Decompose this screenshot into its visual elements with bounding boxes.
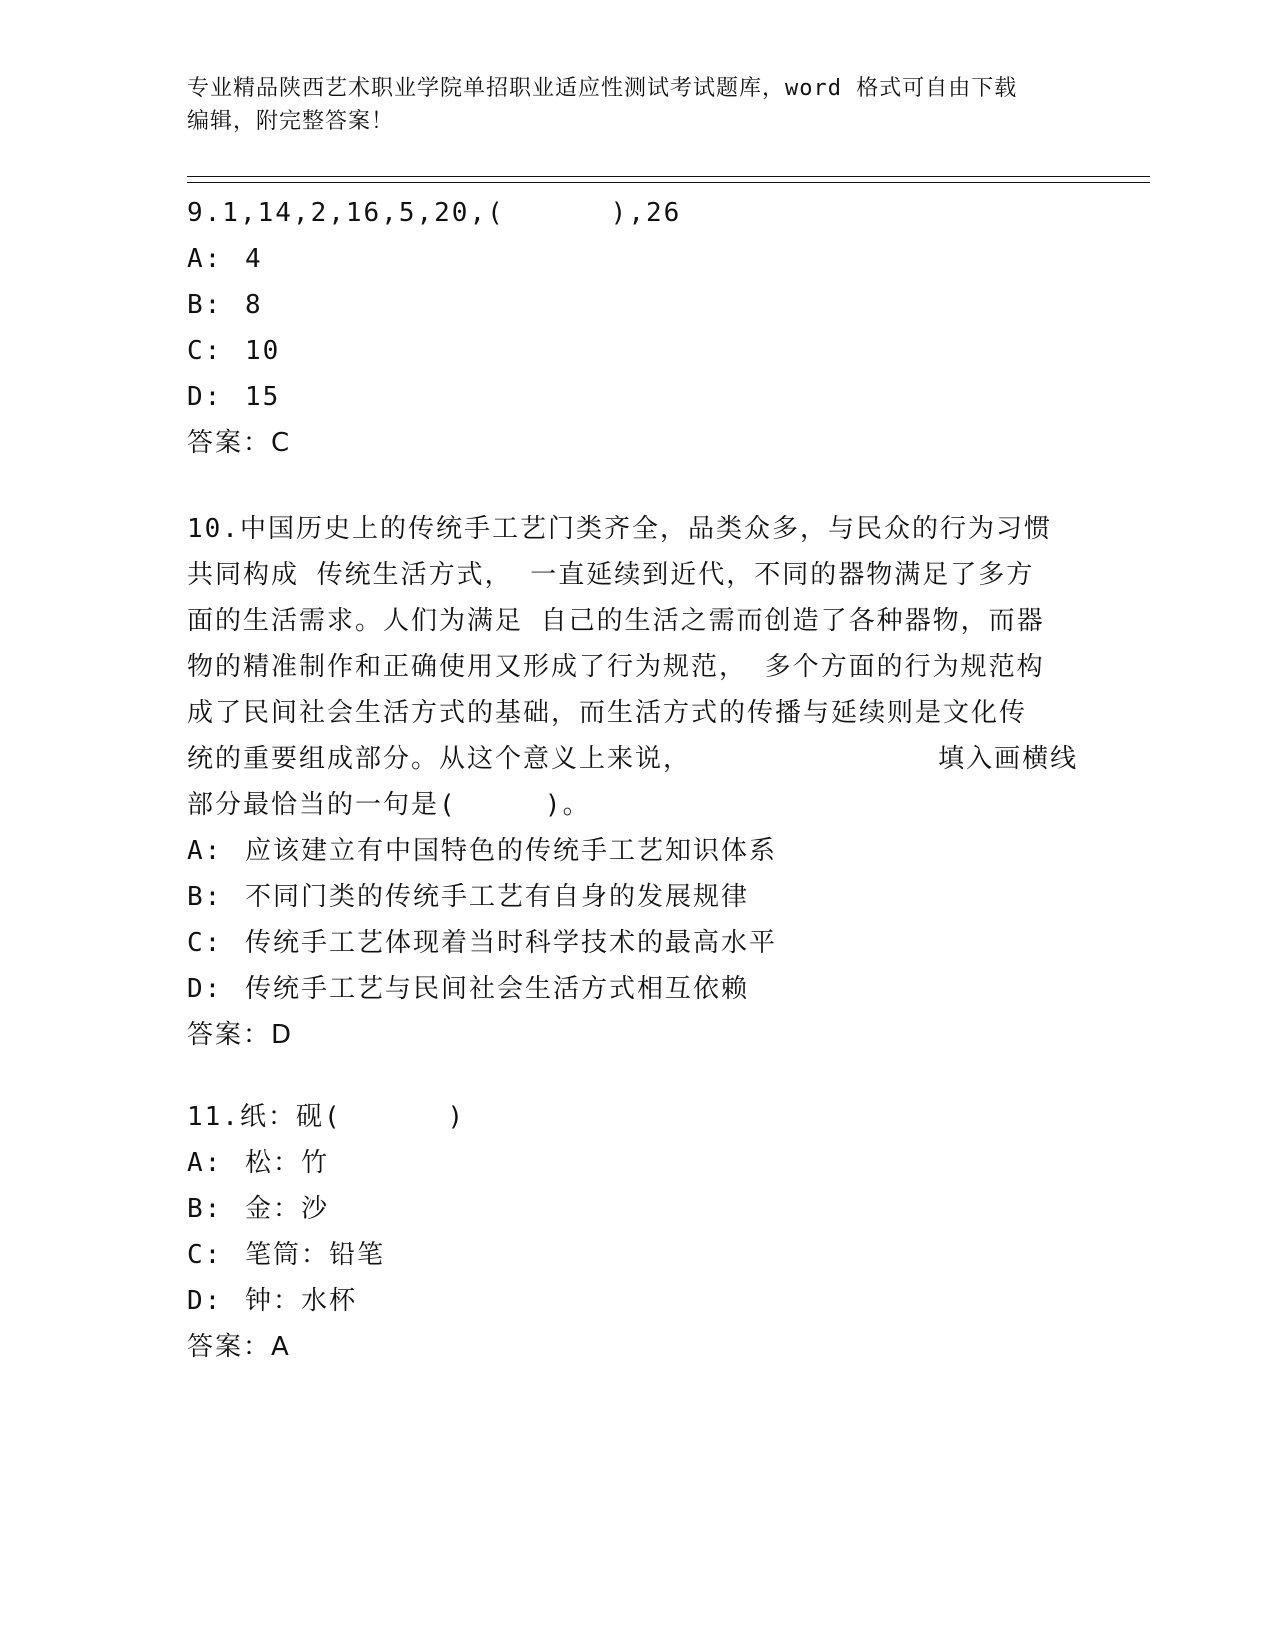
option-text: 10 bbox=[245, 336, 281, 366]
document-header bbox=[187, 72, 1077, 138]
question-11 bbox=[187, 1094, 1087, 1370]
header-divider-top bbox=[187, 176, 1150, 177]
question-stem-line: 统的重要组成部分。从这个意义上来说， 填入画横线 bbox=[187, 744, 1079, 774]
option-key: B: bbox=[187, 882, 223, 912]
question-9 bbox=[187, 190, 1087, 466]
option-a bbox=[187, 236, 1087, 282]
option-b bbox=[187, 282, 1087, 328]
option-b bbox=[187, 1186, 1087, 1232]
question-stem-line: 10.中国历史上的传统手工艺门类齐全，品类众多，与民众的行为习惯 bbox=[187, 514, 1052, 544]
option-d bbox=[187, 374, 1087, 420]
question-stem-line: 共同构成 传统生活方式， 一直延续到近代，不同的器物满足了多方 bbox=[187, 560, 1035, 590]
option-a bbox=[187, 1140, 1087, 1186]
option-a bbox=[187, 828, 1087, 874]
option-key: A: bbox=[187, 836, 223, 866]
question-stem-line: 部分最恰当的一句是( )。 bbox=[187, 790, 591, 820]
header-line-1: 专业精品陕西艺术职业学院单招职业适应性测试考试题库，word 格式可自由下载 bbox=[187, 76, 1018, 101]
question-stem-line: 面的生活需求。人们为满足 自己的生活之需而创造了各种器物，而器 bbox=[187, 606, 1045, 636]
question-stem-line: 成了民间社会生活方式的基础，而生活方式的传播与延续则是文化传 bbox=[187, 698, 1028, 728]
option-d bbox=[187, 1278, 1087, 1324]
option-key: A: bbox=[187, 244, 223, 274]
answer: 答案：A bbox=[187, 1332, 291, 1362]
question-10 bbox=[187, 506, 1087, 1058]
option-d bbox=[187, 966, 1087, 1012]
option-key: C: bbox=[187, 336, 223, 366]
option-key: C: bbox=[187, 1240, 223, 1270]
option-key: A: bbox=[187, 1148, 223, 1178]
question-stem-line: 物的精准制作和正确使用又形成了行为规范， 多个方面的行为规范构 bbox=[187, 652, 1045, 682]
option-text: 15 bbox=[245, 382, 281, 412]
option-text: 应该建立有中国特色的传统手工艺知识体系 bbox=[245, 836, 778, 866]
option-c bbox=[187, 328, 1087, 374]
option-text: 8 bbox=[245, 290, 263, 320]
answer: 答案：C bbox=[187, 428, 292, 458]
answer: 答案：D bbox=[187, 1020, 294, 1050]
option-text: 笔筒：铅笔 bbox=[245, 1240, 386, 1270]
option-text: 传统手工艺体现着当时科学技术的最高水平 bbox=[245, 928, 778, 958]
header-divider-bottom bbox=[187, 182, 1150, 183]
option-text: 不同门类的传统手工艺有自身的发展规律 bbox=[245, 882, 750, 912]
option-b bbox=[187, 874, 1087, 920]
option-key: D: bbox=[187, 382, 223, 412]
option-text: 金：沙 bbox=[245, 1194, 330, 1224]
header-line-2: 编辑，附完整答案！ bbox=[187, 109, 395, 134]
option-text: 4 bbox=[245, 244, 263, 274]
option-key: C: bbox=[187, 928, 223, 958]
option-key: D: bbox=[187, 974, 223, 1004]
option-c bbox=[187, 920, 1087, 966]
option-key: B: bbox=[187, 1194, 223, 1224]
option-key: B: bbox=[187, 290, 223, 320]
option-key: D: bbox=[187, 1286, 223, 1316]
option-text: 传统手工艺与民间社会生活方式相互依赖 bbox=[245, 974, 750, 1004]
option-c bbox=[187, 1232, 1087, 1278]
option-text: 松：竹 bbox=[245, 1148, 330, 1178]
option-text: 钟：水杯 bbox=[245, 1286, 358, 1316]
question-stem: 9.1,14,2,16,5,20,( ),26 bbox=[187, 198, 682, 228]
question-stem: 11.纸：砚( ) bbox=[187, 1102, 466, 1132]
